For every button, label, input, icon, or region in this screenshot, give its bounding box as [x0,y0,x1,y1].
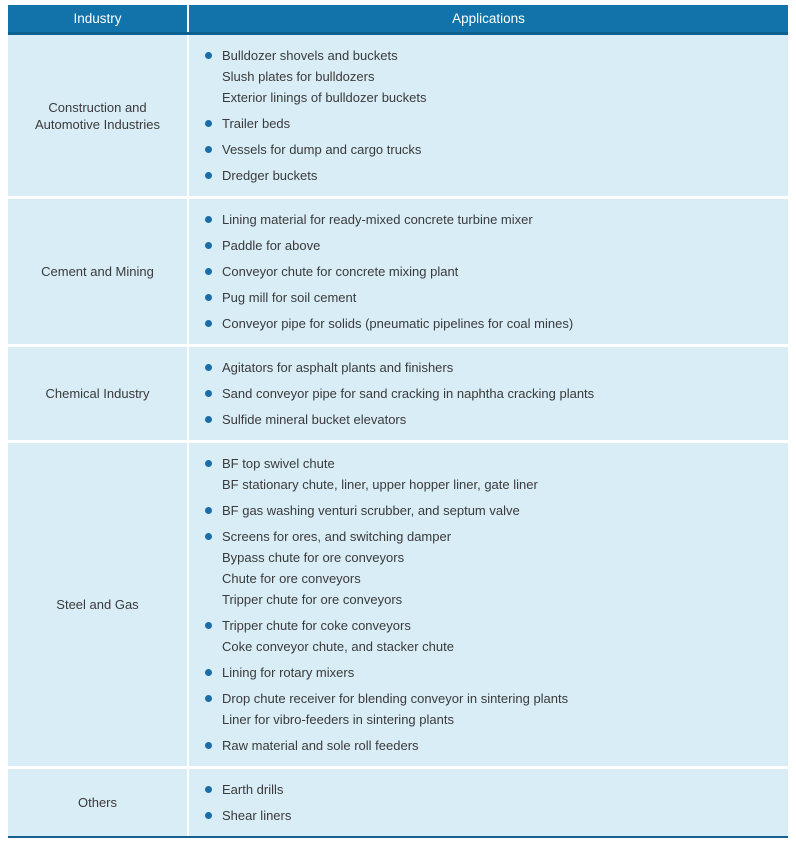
bullet-icon [205,364,212,371]
applications-cell [189,443,788,766]
bullet-icon [205,120,212,127]
applications-list [205,45,778,186]
application-text: Shear liners [222,808,292,823]
applications-column-header: Applications [452,11,525,26]
application-subline: Bypass chute for ore conveyors [222,550,405,565]
bullet-icon [205,622,212,629]
applications-list [205,453,778,756]
bullet-icon [205,786,212,793]
application-subline: Chute for ore conveyors [222,571,361,586]
application-item [205,735,778,756]
application-text: Lining for rotary mixers [222,665,355,680]
bullet-icon [205,242,212,249]
bullet-icon [205,52,212,59]
application-item [205,526,778,610]
table-row [8,35,788,196]
application-subline: Tripper chute for ore conveyors [222,592,403,607]
bullet-icon [205,294,212,301]
application-text: Conveyor pipe for solids (pneumatic pipelines for coal mines) [222,316,574,331]
application-text-block [222,139,421,160]
application-subline: BF stationary chute, liner, upper hopper liner, gate liner [222,477,538,492]
application-text-block [222,662,354,683]
application-text: Lining material for ready-mixed concrete turbine mixer [222,212,533,227]
bullet-icon [205,146,212,153]
application-text-block [222,779,283,800]
applications-list [205,779,778,826]
application-subline: Coke conveyor chute, and stacker chute [222,639,454,654]
application-text-block [222,383,594,404]
application-text: BF top swivel chute [222,456,335,471]
application-item [205,615,778,657]
application-item [205,688,778,730]
application-text: Vessels for dump and cargo trucks [222,142,422,157]
application-text-block [222,409,406,430]
application-text-block [222,526,451,610]
application-text: Raw material and sole roll feeders [222,738,419,753]
application-item [205,139,778,160]
bullet-icon [205,416,212,423]
application-item [205,453,778,495]
application-text: Pug mill for soil cement [222,290,357,305]
application-text: Tripper chute for coke conveyors [222,618,411,633]
application-item [205,357,778,378]
bullet-icon [205,812,212,819]
bullet-icon [205,669,212,676]
industry-cell: Others [8,769,189,836]
applications-cell [189,199,788,344]
bullet-icon [205,507,212,514]
application-subline: Exterior linings of bulldozer buckets [222,90,427,105]
application-item [205,235,778,256]
bullet-icon [205,695,212,702]
application-text-block [222,500,520,521]
table-row [8,766,788,836]
application-text-block [222,235,320,256]
bullet-icon [205,533,212,540]
table-row [8,196,788,344]
table-body [8,35,788,836]
table-header-row [8,5,788,35]
application-text: Sand conveyor pipe for sand cracking in naphtha cracking plants [222,386,595,401]
application-text: Agitators for asphalt plants and finishers [222,360,454,375]
industry-applications-table [8,5,788,838]
bullet-icon [205,268,212,275]
application-text: BF gas washing venturi scrubber, and septum valve [222,503,520,518]
bullet-icon [205,216,212,223]
application-text: Bulldozer shovels and buckets [222,48,398,63]
application-text: Trailer beds [222,116,291,131]
application-item [205,383,778,404]
industry-cell: Cement and Mining [8,199,189,344]
bullet-icon [205,742,212,749]
application-text-block [222,688,568,730]
application-text-block [222,113,290,134]
industry-cell: Chemical Industry [8,347,189,440]
application-text: Paddle for above [222,238,321,253]
application-item [205,261,778,282]
application-item [205,779,778,800]
application-item [205,662,778,683]
application-item [205,409,778,430]
application-text: Screens for ores, and switching damper [222,529,452,544]
application-subline: Slush plates for bulldozers [222,69,375,84]
application-item [205,805,778,826]
application-text-block [222,735,419,756]
application-item [205,209,778,230]
bullet-icon [205,390,212,397]
application-text-block [222,165,317,186]
application-text-block [222,313,573,334]
application-text-block [222,615,454,657]
application-text-block [222,45,427,108]
table-row [8,344,788,440]
industry-cell: Steel and Gas [8,443,189,766]
application-text-block [222,357,453,378]
application-text-block [222,209,533,230]
applications-cell [189,769,788,836]
bullet-icon [205,460,212,467]
application-text: Drop chute receiver for blending conveyor in sintering plants [222,691,569,706]
application-text: Earth drills [222,782,284,797]
application-subline: Liner for vibro-feeders in sintering plants [222,712,454,727]
applications-list [205,357,778,430]
application-text: Sulfide mineral bucket elevators [222,412,407,427]
application-item [205,500,778,521]
application-item [205,113,778,134]
application-text-block [222,805,291,826]
industry-cell: Construction and Automotive Industries [8,35,189,196]
application-item [205,287,778,308]
applications-list [205,209,778,334]
application-text-block [222,453,538,495]
applications-cell [189,347,788,440]
application-text: Conveyor chute for concrete mixing plant [222,264,459,279]
application-item [205,45,778,108]
application-item [205,313,778,334]
industry-column-header: Industry [8,5,189,32]
application-text-block [222,287,356,308]
application-text: Dredger buckets [222,168,318,183]
table-row [8,440,788,766]
application-item [205,165,778,186]
application-text-block [222,261,458,282]
applications-cell [189,35,788,196]
bullet-icon [205,320,212,327]
bullet-icon [205,172,212,179]
